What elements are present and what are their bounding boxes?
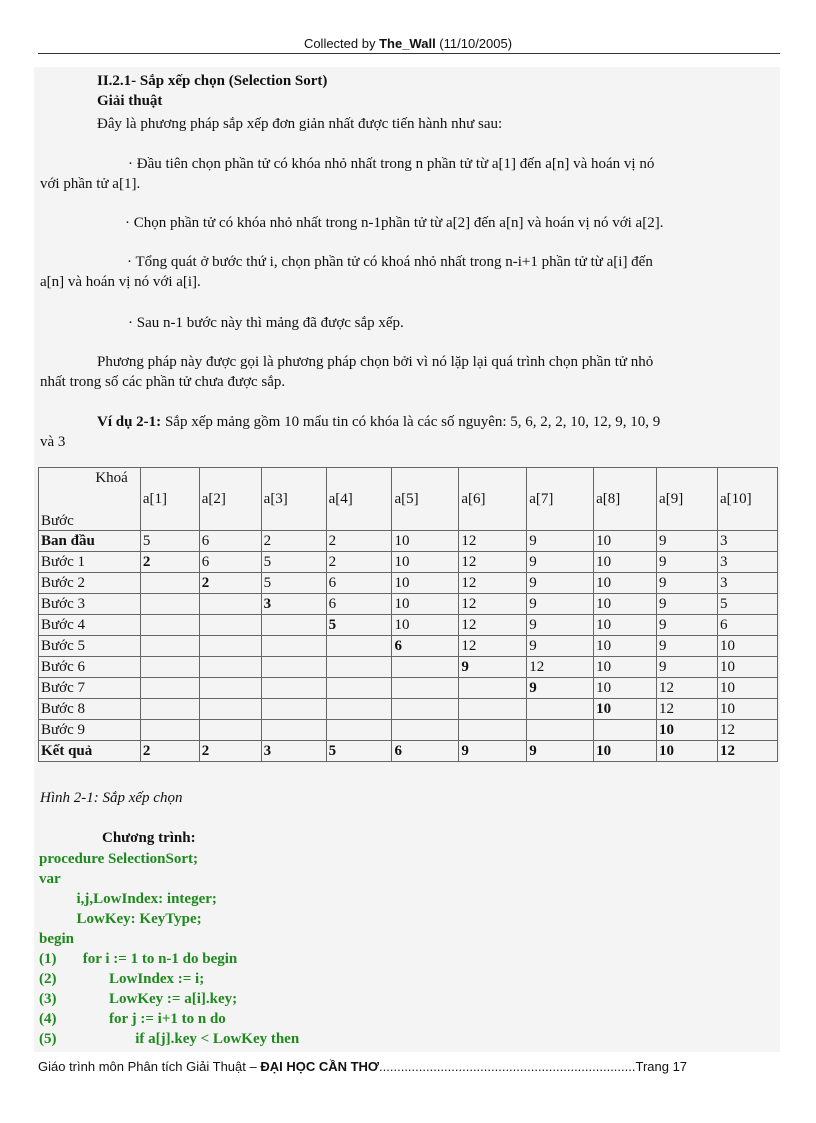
- corner-cell: [39, 468, 141, 531]
- table-cell: 9: [527, 552, 594, 573]
- table-cell: 6: [326, 594, 392, 615]
- code-line: var: [39, 871, 61, 887]
- table-cell: [261, 615, 326, 636]
- example-text: Sắp xếp mảng gồm 10 mẩu tin có khóa là các số nguyên: 5, 6, 2, 2, 10, 12, 9, 10, 9: [161, 414, 661, 430]
- table-cell: 10: [392, 615, 459, 636]
- column-header: a[5]: [392, 468, 459, 531]
- figure-caption: Hình 2-1: Sắp xếp chọn: [40, 790, 183, 806]
- table-cell: 12: [459, 573, 527, 594]
- row-label: Kết quả: [39, 741, 141, 762]
- table-cell: 9: [657, 531, 718, 552]
- row-label: Bước 4: [39, 615, 141, 636]
- table-cell: 2: [140, 741, 199, 762]
- table-cell: 9: [657, 615, 718, 636]
- table-cell: 9: [459, 741, 527, 762]
- footer-prefix: Giáo trình môn Phân tích Giải Thuật –: [38, 1059, 261, 1074]
- table-cell: [261, 636, 326, 657]
- bullet-3-line-1: · Tổng quát ở bước thứ i, chọn phần tử có khoá nhỏ nhất trong n-i+1 phần tử từ a[i] đến: [127, 254, 653, 270]
- corner-label-top: Khoá: [95, 470, 128, 486]
- table-cell: 9: [527, 741, 594, 762]
- table-cell: 3: [261, 741, 326, 762]
- footer-dots: .......................................................................: [379, 1059, 636, 1074]
- table-cell: 10: [392, 594, 459, 615]
- row-label: Bước 8: [39, 699, 141, 720]
- header-date: (11/10/2005): [435, 36, 513, 51]
- code-line: LowKey: KeyType;: [39, 911, 202, 927]
- table-cell: [199, 699, 261, 720]
- table-cell: 12: [717, 741, 777, 762]
- table-cell: 6: [392, 636, 459, 657]
- table-cell: 9: [657, 552, 718, 573]
- table-cell: 9: [527, 678, 594, 699]
- table-cell: 10: [717, 699, 777, 720]
- table-cell: 10: [594, 657, 657, 678]
- table-cell: 2: [199, 573, 261, 594]
- table-cell: 10: [594, 552, 657, 573]
- page-header: [0, 36, 816, 51]
- row-label: Bước 7: [39, 678, 141, 699]
- bullet-1-line-2: với phần tử a[1].: [40, 176, 141, 192]
- code-line: begin: [39, 931, 75, 947]
- table-row: [39, 573, 778, 594]
- column-header: a[4]: [326, 468, 392, 531]
- table-cell: 9: [657, 594, 718, 615]
- table-row: [39, 615, 778, 636]
- table-cell: [199, 720, 261, 741]
- code-line: procedure SelectionSort;: [39, 851, 199, 867]
- table-cell: [140, 615, 199, 636]
- table-cell: 5: [326, 615, 392, 636]
- table-row: [39, 657, 778, 678]
- table-cell: 2: [199, 741, 261, 762]
- bullet-4: · Sau n-1 bước này thì mảng đã được sắp xếp.: [128, 315, 404, 331]
- table-cell: [392, 657, 459, 678]
- table-cell: 10: [392, 552, 459, 573]
- table-cell: 3: [261, 594, 326, 615]
- table-cell: 10: [594, 678, 657, 699]
- table-cell: [594, 720, 657, 741]
- table-cell: 9: [657, 657, 718, 678]
- table-cell: 12: [459, 636, 527, 657]
- row-label: Bước 1: [39, 552, 141, 573]
- table-cell: [326, 678, 392, 699]
- table-cell: 9: [527, 594, 594, 615]
- table-row: [39, 552, 778, 573]
- table-cell: [140, 594, 199, 615]
- footer-school: ĐẠI HỌC CẦN THƠ: [260, 1059, 380, 1074]
- table-cell: 12: [459, 552, 527, 573]
- example-label: Ví dụ 2-1:: [97, 414, 162, 430]
- example-line-1: [97, 412, 660, 432]
- table-cell: 2: [326, 552, 392, 573]
- table-cell: [199, 594, 261, 615]
- row-label: Bước 3: [39, 594, 141, 615]
- table-cell: 6: [392, 741, 459, 762]
- table-cell: 10: [392, 573, 459, 594]
- paragraph-line-1: Phương pháp này được gọi là phương pháp chọn bởi vì nó lặp lại quá trình chọn phần tử nhỏ: [97, 354, 654, 370]
- table-cell: [199, 636, 261, 657]
- table-cell: 10: [717, 636, 777, 657]
- table-cell: 3: [717, 573, 777, 594]
- table-cell: 3: [717, 552, 777, 573]
- table-cell: [326, 657, 392, 678]
- table-cell: 12: [657, 699, 718, 720]
- column-header: a[3]: [261, 468, 326, 531]
- row-label: Ban đầu: [39, 531, 141, 552]
- table-row: [39, 531, 778, 552]
- column-header: a[8]: [594, 468, 657, 531]
- table-cell: 10: [717, 678, 777, 699]
- table-cell: 10: [594, 636, 657, 657]
- table-cell: [199, 678, 261, 699]
- paragraph-line-2: nhất trong số các phần tử chưa được sắp.: [40, 374, 286, 390]
- table-cell: [140, 657, 199, 678]
- table-row: [39, 699, 778, 720]
- row-label: Bước 6: [39, 657, 141, 678]
- table-cell: 12: [459, 594, 527, 615]
- table-cell: [140, 720, 199, 741]
- table-cell: 9: [527, 531, 594, 552]
- table-cell: [199, 657, 261, 678]
- table-body: [39, 531, 778, 762]
- table-row: [39, 678, 778, 699]
- table-cell: [392, 678, 459, 699]
- column-header: a[1]: [140, 468, 199, 531]
- table-cell: 6: [717, 615, 777, 636]
- selection-sort-table: [38, 467, 778, 762]
- row-label: Bước 9: [39, 720, 141, 741]
- table-cell: 9: [657, 573, 718, 594]
- table-header-row: [39, 468, 778, 531]
- bullet-2: · Chọn phần tử có khóa nhỏ nhất trong n-1phần tử từ a[2] đến a[n] và hoán vị nó với a[2].: [125, 215, 664, 231]
- table-cell: 12: [527, 657, 594, 678]
- table-cell: [392, 720, 459, 741]
- table-cell: [140, 678, 199, 699]
- table-cell: 2: [326, 531, 392, 552]
- table-cell: [326, 720, 392, 741]
- code-line: (3) LowKey := a[i].key;: [39, 991, 238, 1007]
- table-cell: 10: [594, 699, 657, 720]
- corner-label-bottom: Bước: [41, 513, 74, 529]
- row-label: Bước 5: [39, 636, 141, 657]
- code-line: (4) for j := i+1 to n do: [39, 1011, 226, 1027]
- table-cell: 12: [657, 678, 718, 699]
- code-line: (5) if a[j].key < LowKey then: [39, 1031, 300, 1047]
- code-line: (1) for i := 1 to n-1 do begin: [39, 951, 238, 967]
- table-cell: 5: [326, 741, 392, 762]
- table-cell: 9: [527, 573, 594, 594]
- table-cell: 9: [459, 657, 527, 678]
- table-cell: 9: [527, 636, 594, 657]
- section-title: II.2.1- Sắp xếp chọn (Selection Sort): [97, 73, 328, 89]
- table-cell: [140, 573, 199, 594]
- table-cell: [140, 699, 199, 720]
- table-cell: [261, 678, 326, 699]
- table-cell: [459, 720, 527, 741]
- column-header: a[2]: [199, 468, 261, 531]
- algorithm-heading: Giải thuật: [97, 93, 163, 109]
- column-header: a[6]: [459, 468, 527, 531]
- table-cell: 10: [717, 657, 777, 678]
- table-cell: 10: [657, 741, 718, 762]
- table-cell: [459, 678, 527, 699]
- table-cell: [140, 636, 199, 657]
- table-cell: 3: [717, 531, 777, 552]
- table-cell: [527, 720, 594, 741]
- table-cell: [261, 720, 326, 741]
- table-cell: [199, 615, 261, 636]
- table-row: [39, 594, 778, 615]
- table-cell: 6: [199, 552, 261, 573]
- program-heading: Chương trình:: [102, 830, 196, 846]
- table-cell: [459, 699, 527, 720]
- table-cell: [261, 657, 326, 678]
- header-divider: [38, 53, 780, 54]
- table-cell: 2: [261, 531, 326, 552]
- table-cell: 5: [140, 531, 199, 552]
- column-header: a[9]: [657, 468, 718, 531]
- intro-text: Đây là phương pháp sắp xếp đơn giản nhất được tiến hành như sau:: [97, 116, 503, 132]
- table-cell: 6: [326, 573, 392, 594]
- column-header: a[7]: [527, 468, 594, 531]
- table-cell: 9: [527, 615, 594, 636]
- table-row: [39, 741, 778, 762]
- table-cell: [261, 699, 326, 720]
- column-header: a[10]: [717, 468, 777, 531]
- table-cell: 5: [717, 594, 777, 615]
- example-line-2: và 3: [40, 434, 66, 450]
- table-cell: 10: [594, 594, 657, 615]
- table-cell: 10: [594, 531, 657, 552]
- row-label: Bước 2: [39, 573, 141, 594]
- table-cell: 12: [459, 531, 527, 552]
- table-cell: 5: [261, 552, 326, 573]
- table-cell: [527, 699, 594, 720]
- table-cell: 10: [594, 615, 657, 636]
- header-author: The_Wall: [379, 36, 436, 51]
- bullet-1-line-1: · Đầu tiên chọn phần tử có khóa nhỏ nhất trong n phần tử từ a[1] đến a[n] và hoán vị nó: [128, 156, 655, 172]
- table-cell: 10: [594, 741, 657, 762]
- table-cell: 2: [140, 552, 199, 573]
- header-prefix: Collected by: [303, 36, 380, 51]
- table-cell: [326, 699, 392, 720]
- bullet-3-line-2: a[n] và hoán vị nó với a[i].: [40, 274, 201, 290]
- table-cell: 12: [717, 720, 777, 741]
- table-cell: 10: [392, 531, 459, 552]
- code-line: i,j,LowIndex: integer;: [39, 891, 217, 907]
- table-row: [39, 720, 778, 741]
- table-cell: [326, 636, 392, 657]
- table-cell: 5: [261, 573, 326, 594]
- footer-page-number: Trang 17: [635, 1059, 688, 1074]
- table-cell: 6: [199, 531, 261, 552]
- page-footer: [38, 1059, 766, 1074]
- table-cell: 10: [657, 720, 718, 741]
- table-cell: 10: [594, 573, 657, 594]
- table-row: [39, 636, 778, 657]
- table-cell: 12: [459, 615, 527, 636]
- table-cell: 9: [657, 636, 718, 657]
- table-cell: [392, 699, 459, 720]
- code-line: (2) LowIndex := i;: [39, 971, 205, 987]
